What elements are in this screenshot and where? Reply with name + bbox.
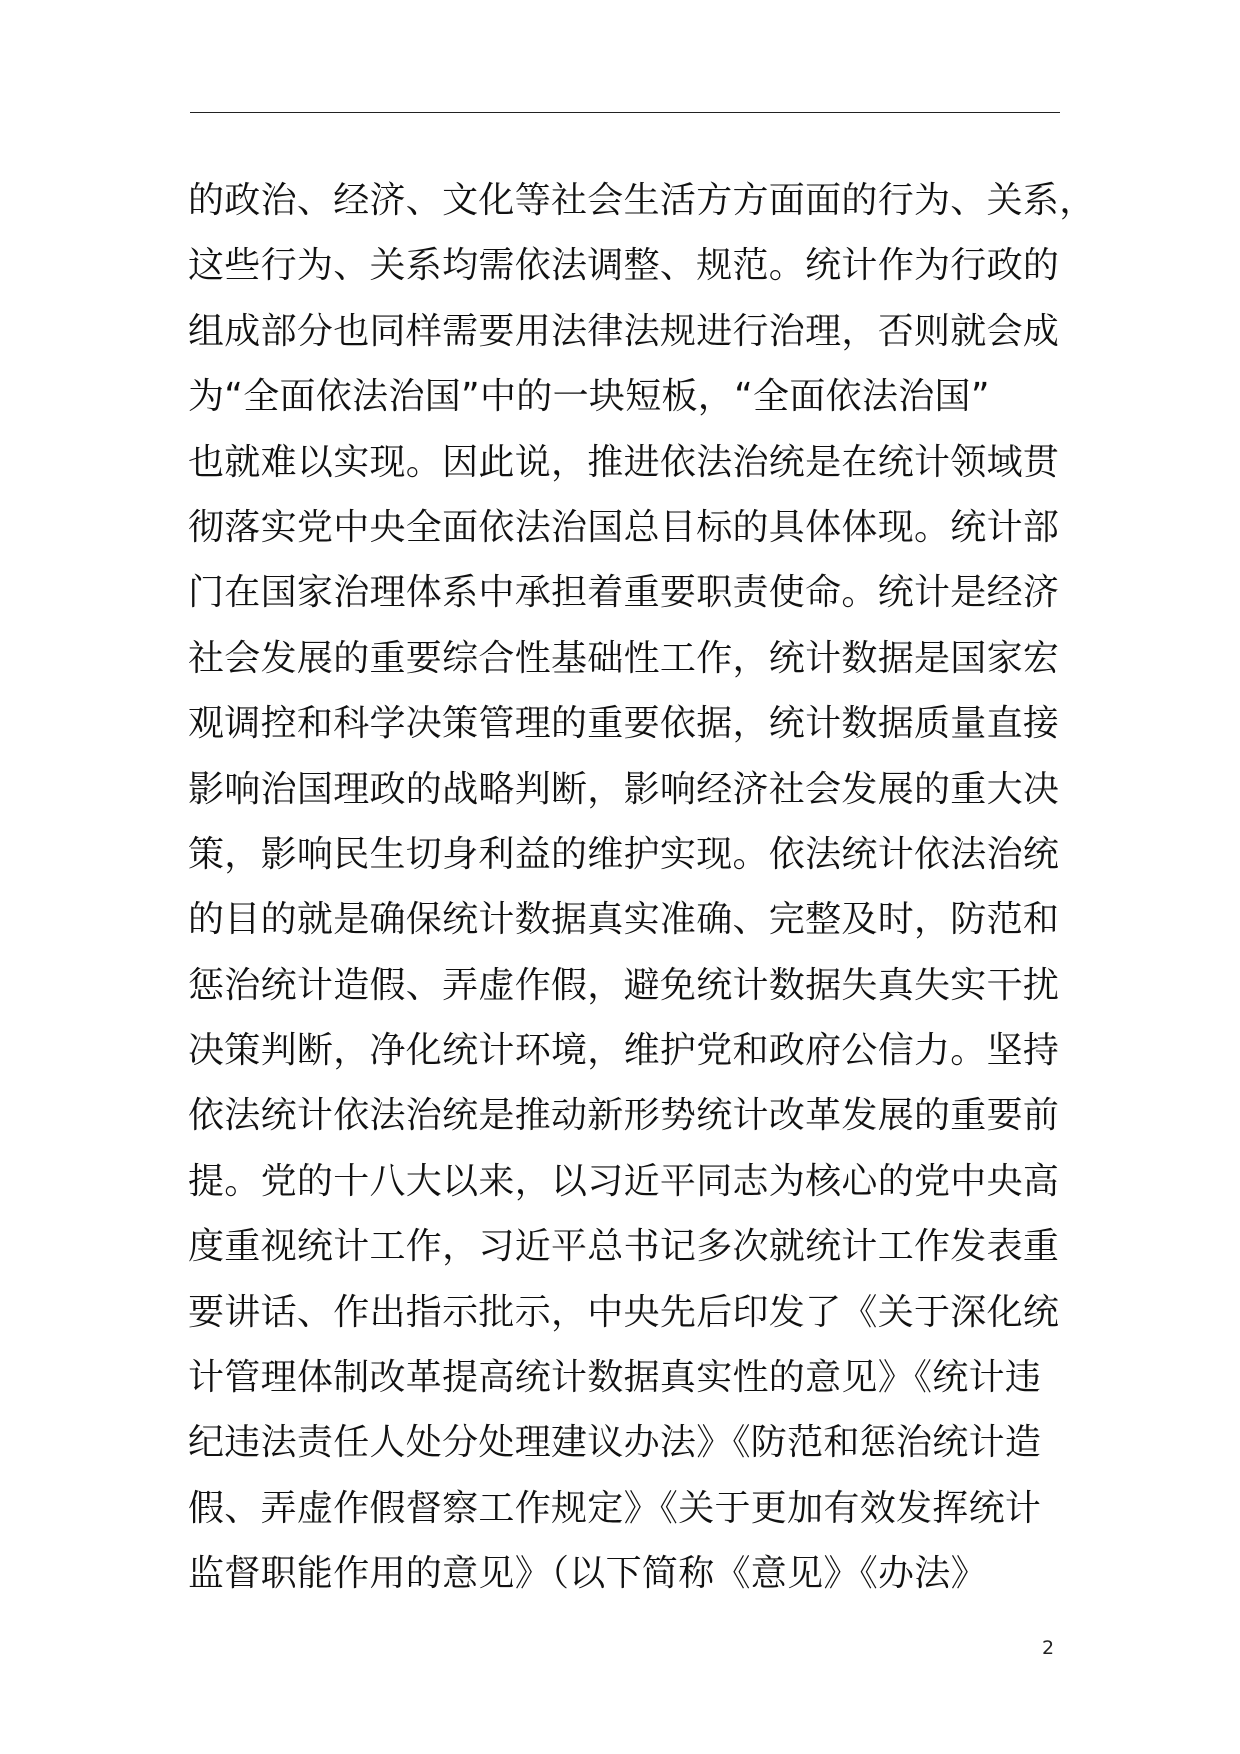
text-line: 的目的就是确保统计数据真实准确、完整及时，防范和 <box>188 899 1060 941</box>
text-line: 纪违法责任人处分处理建议办法》《防范和惩治统计造 <box>188 1422 1042 1464</box>
page-number: 2 <box>1042 1637 1055 1659</box>
text-line: 假、弄虚作假督察工作规定》《关于更加有效发挥统计 <box>188 1487 1042 1529</box>
text-line: 影响治国理政的战略判断，影响经济社会发展的重大决 <box>188 768 1060 810</box>
text-line: 观调控和科学决策管理的重要依据，统计数据质量直接 <box>188 703 1060 745</box>
text-line: 监督职能作用的意见》（以下简称《意见》《办法》 <box>188 1553 987 1595</box>
text-line: 社会发展的重要综合性基础性工作，统计数据是国家宏 <box>188 637 1060 679</box>
text-line: 要讲话、作出指示批示，中央先后印发了《关于深化统 <box>188 1291 1060 1333</box>
text-line: 决策判断，净化统计环境，维护党和政府公信力。坚持 <box>188 1030 1060 1072</box>
text-line: 为“全面依法治国”中的一块短板，“全面依法治国” <box>188 376 990 418</box>
text-line: 也就难以实现。因此说，推进依法治统是在统计领域贯 <box>188 441 1060 483</box>
text-line: 这些行为、关系均需依法调整、规范。统计作为行政的 <box>188 245 1060 287</box>
body-text <box>188 168 1096 1607</box>
text-line: 策，影响民生切身利益的维护实现。依法统计依法治统 <box>188 833 1060 875</box>
text-line: 的政治、经济、文化等社会生活方方面面的行为、关系， <box>188 180 1096 221</box>
text-line: 组成部分也同样需要用法律法规进行治理，否则就会成 <box>188 310 1060 352</box>
text-line: 提。党的十八大以来，以习近平同志为核心的党中央高 <box>188 1160 1060 1202</box>
text-line: 度重视统计工作，习近平总书记多次就统计工作发表重 <box>188 1226 1060 1268</box>
text-line: 彻落实党中央全面依法治国总目标的具体体现。统计部 <box>188 506 1060 548</box>
text-line: 依法统计依法治统是推动新形势统计改革发展的重要前 <box>188 1095 1060 1137</box>
text-line: 计管理体制改革提高统计数据真实性的意见》《统计违 <box>188 1357 1042 1399</box>
text-line: 门在国家治理体系中承担着重要职责使命。统计是经济 <box>188 572 1060 614</box>
text-line: 惩治统计造假、弄虚作假，避免统计数据失真失实干扰 <box>188 964 1060 1006</box>
header-rule <box>190 112 1060 113</box>
